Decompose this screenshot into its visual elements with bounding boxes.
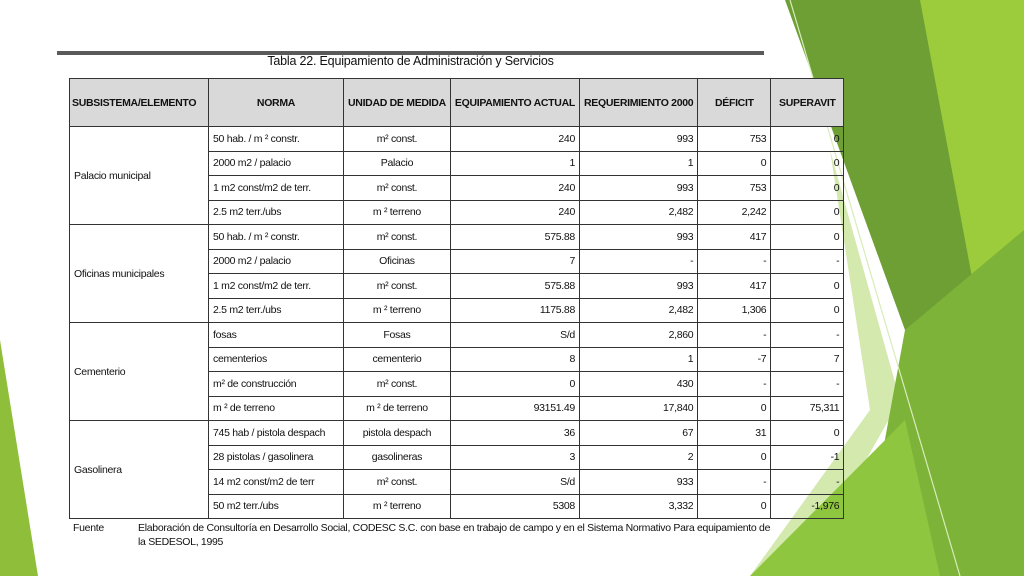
col-header-subsistema: SUBSISTEMA/ELEMENTO xyxy=(70,79,209,127)
table-row xyxy=(70,127,844,152)
table-body xyxy=(70,127,844,519)
col-header-requerimiento: REQUERIMIENTO 2000 xyxy=(579,79,697,127)
requerimiento-cell: 2,482 xyxy=(579,200,697,225)
equipamiento-cell: 575.88 xyxy=(450,274,579,299)
table-row xyxy=(70,323,844,348)
left-green-shape xyxy=(0,340,38,576)
equipamiento-cell: 240 xyxy=(450,200,579,225)
norma-cell: fosas xyxy=(209,323,344,348)
deficit-cell: -7 xyxy=(698,347,771,372)
requerimiento-cell: 430 xyxy=(579,372,697,397)
unidad-cell: m² const. xyxy=(344,176,451,201)
deficit-cell: 0 xyxy=(698,396,771,421)
norma-cell: 2.5 m2 terr./ubs xyxy=(209,298,344,323)
superavit-cell: 75,311 xyxy=(771,396,844,421)
subsistema-cell: Oficinas municipales xyxy=(70,225,209,323)
unidad-cell: m² const. xyxy=(344,225,451,250)
superavit-cell: 0 xyxy=(771,200,844,225)
equipamiento-cell: 93151.49 xyxy=(450,396,579,421)
col-header-superavit: SUPERAVIT xyxy=(771,79,844,127)
norma-cell: 28 pistolas / gasolinera xyxy=(209,445,344,470)
equipamiento-cell: 5308 xyxy=(450,494,579,519)
unidad-cell: Oficinas xyxy=(344,249,451,274)
deficit-cell: 753 xyxy=(698,127,771,152)
equipamiento-cell: S/d xyxy=(450,323,579,348)
norma-cell: cementerios xyxy=(209,347,344,372)
requerimiento-cell: - xyxy=(579,249,697,274)
requerimiento-cell: 993 xyxy=(579,176,697,201)
col-header-norma: NORMA xyxy=(209,79,344,127)
unidad-cell: m² const. xyxy=(344,470,451,495)
norma-cell: 2.5 m2 terr./ubs xyxy=(209,200,344,225)
unidad-cell: gasolineras xyxy=(344,445,451,470)
norma-cell: 2000 m2 / palacio xyxy=(209,249,344,274)
equipment-table xyxy=(69,78,844,519)
norma-cell: 2000 m2 / palacio xyxy=(209,151,344,176)
deficit-cell: - xyxy=(698,470,771,495)
requerimiento-cell: 2 xyxy=(579,445,697,470)
superavit-cell: -1 xyxy=(771,445,844,470)
requerimiento-cell: 993 xyxy=(579,225,697,250)
superavit-cell: - xyxy=(771,323,844,348)
norma-cell: 745 hab / pistola despach xyxy=(209,421,344,446)
deficit-cell: 0 xyxy=(698,445,771,470)
deficit-cell: 1,306 xyxy=(698,298,771,323)
source-text: Elaboración de Consultoría en Desarrollo Social, CODESC S.C. con base en trabajo de campo y en el Sistema Normativo Para equipamiento de la SEDESOL, 1995 xyxy=(138,522,771,548)
deficit-cell: - xyxy=(698,323,771,348)
equipamiento-cell: 1 xyxy=(450,151,579,176)
subsistema-cell: Cementerio xyxy=(70,323,209,421)
requerimiento-cell: 1 xyxy=(579,151,697,176)
col-header-deficit: DÉFICIT xyxy=(698,79,771,127)
unidad-cell: m ² de terreno xyxy=(344,396,451,421)
deficit-cell: - xyxy=(698,249,771,274)
requerimiento-cell: 2,860 xyxy=(579,323,697,348)
norma-cell: 1 m2 const/m2 de terr. xyxy=(209,176,344,201)
table-title: Tabla 22. Equipamiento de Administración y Servicios xyxy=(267,54,554,68)
equipamiento-cell: S/d xyxy=(450,470,579,495)
deficit-cell: 753 xyxy=(698,176,771,201)
equipamiento-cell: 575.88 xyxy=(450,225,579,250)
norma-cell: m² de construcción xyxy=(209,372,344,397)
unidad-cell: m ² terreno xyxy=(344,298,451,323)
unidad-cell: pistola despach xyxy=(344,421,451,446)
deficit-cell: 0 xyxy=(698,494,771,519)
table-row xyxy=(70,421,844,446)
deficit-cell: 0 xyxy=(698,151,771,176)
norma-cell: 50 m2 terr./ubs xyxy=(209,494,344,519)
unidad-cell: m ² terreno xyxy=(344,494,451,519)
equipamiento-cell: 1175.88 xyxy=(450,298,579,323)
requerimiento-cell: 2,482 xyxy=(579,298,697,323)
superavit-cell: 0 xyxy=(771,421,844,446)
unidad-cell: cementerio xyxy=(344,347,451,372)
unidad-cell: Fosas xyxy=(344,323,451,348)
subsistema-cell: Palacio municipal xyxy=(70,127,209,225)
requerimiento-cell: 67 xyxy=(579,421,697,446)
unidad-cell: m² const. xyxy=(344,127,451,152)
deficit-cell: - xyxy=(698,372,771,397)
equipamiento-cell: 8 xyxy=(450,347,579,372)
superavit-cell: 7 xyxy=(771,347,844,372)
header-row xyxy=(70,79,844,127)
col-header-equipamiento: EQUIPAMIENTO ACTUAL xyxy=(450,79,579,127)
superavit-cell: - xyxy=(771,249,844,274)
table-row xyxy=(70,225,844,250)
requerimiento-cell: 1 xyxy=(579,347,697,372)
equipamiento-cell: 36 xyxy=(450,421,579,446)
superavit-cell: 0 xyxy=(771,176,844,201)
unidad-cell: m ² terreno xyxy=(344,200,451,225)
equipamiento-cell: 240 xyxy=(450,176,579,201)
deficit-cell: 2,242 xyxy=(698,200,771,225)
deficit-cell: 31 xyxy=(698,421,771,446)
requerimiento-cell: 3,332 xyxy=(579,494,697,519)
unidad-cell: Palacio xyxy=(344,151,451,176)
source-label: Fuente xyxy=(73,522,104,534)
requerimiento-cell: 933 xyxy=(579,470,697,495)
unidad-cell: m² const. xyxy=(344,372,451,397)
requerimiento-cell: 17,840 xyxy=(579,396,697,421)
superavit-cell: 0 xyxy=(771,298,844,323)
norma-cell: 1 m2 const/m2 de terr. xyxy=(209,274,344,299)
deficit-cell: 417 xyxy=(698,225,771,250)
requerimiento-cell: 993 xyxy=(579,127,697,152)
superavit-cell: - xyxy=(771,470,844,495)
superavit-cell: 0 xyxy=(771,225,844,250)
col-header-unidad: UNIDAD DE MEDIDA xyxy=(344,79,451,127)
superavit-cell: 0 xyxy=(771,274,844,299)
norma-cell: m ² de terreno xyxy=(209,396,344,421)
unidad-cell: m² const. xyxy=(344,274,451,299)
equipamiento-cell: 0 xyxy=(450,372,579,397)
requerimiento-cell: 993 xyxy=(579,274,697,299)
equipamiento-cell: 240 xyxy=(450,127,579,152)
equipamiento-cell: 3 xyxy=(450,445,579,470)
superavit-cell: -1,976 xyxy=(771,494,844,519)
deficit-cell: 417 xyxy=(698,274,771,299)
equipamiento-cell: 7 xyxy=(450,249,579,274)
superavit-cell: 0 xyxy=(771,151,844,176)
norma-cell: 14 m2 const/m2 de terr xyxy=(209,470,344,495)
superavit-cell: 0 xyxy=(771,127,844,152)
subsistema-cell: Gasolinera xyxy=(70,421,209,519)
norma-cell: 50 hab. / m ² constr. xyxy=(209,225,344,250)
superavit-cell: - xyxy=(771,372,844,397)
norma-cell: 50 hab. / m ² constr. xyxy=(209,127,344,152)
